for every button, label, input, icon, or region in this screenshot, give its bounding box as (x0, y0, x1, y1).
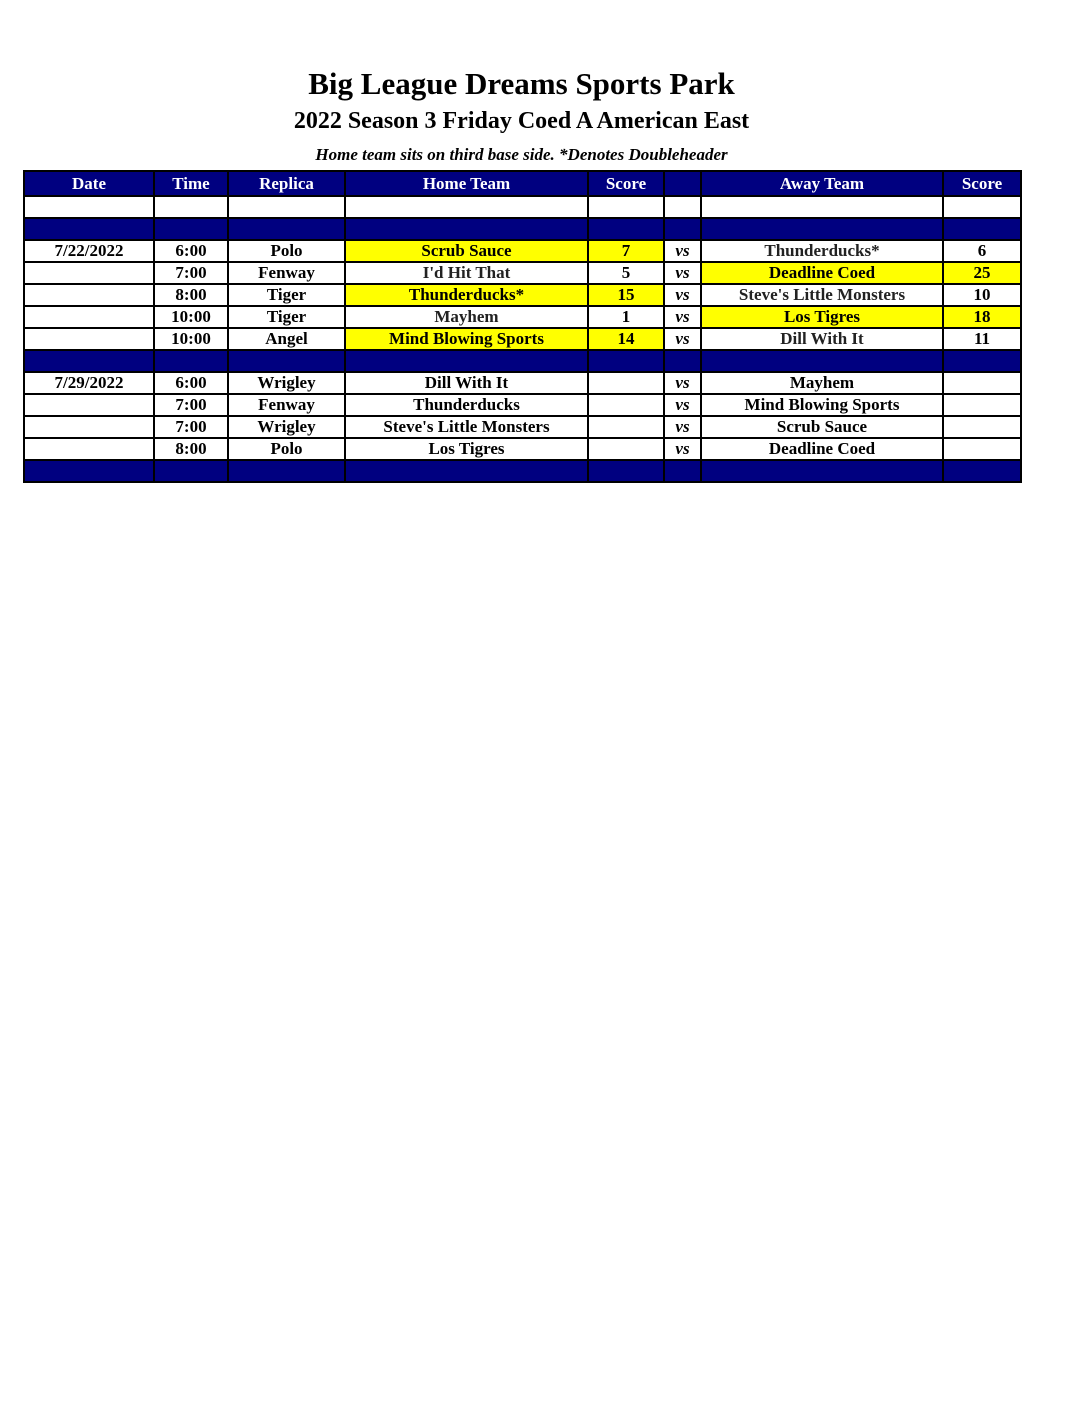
date-cell: 7/22/2022 (24, 240, 154, 262)
band-cell (345, 460, 588, 482)
away-team-cell: Deadline Coed (701, 438, 943, 460)
game-row (24, 262, 1021, 284)
band-cell (943, 218, 1021, 240)
home-team-cell: Mind Blowing Sports (345, 328, 588, 350)
schedule-body (24, 196, 1021, 482)
home-score-cell (588, 416, 664, 438)
away-score-cell: 25 (943, 262, 1021, 284)
header-row (24, 171, 1021, 196)
away-team-cell: Mind Blowing Sports (701, 394, 943, 416)
col-header-away-score: Score (943, 171, 1021, 196)
game-row (24, 394, 1021, 416)
blank-cell (345, 196, 588, 218)
band-cell (943, 460, 1021, 482)
away-team-cell: Mayhem (701, 372, 943, 394)
date-cell (24, 306, 154, 328)
separator-band (24, 460, 1021, 482)
band-cell (664, 350, 701, 372)
col-header-time: Time (154, 171, 228, 196)
replica-field-cell: Wrigley (228, 416, 345, 438)
band-cell (154, 350, 228, 372)
replica-field-cell: Fenway (228, 394, 345, 416)
home-score-cell: 14 (588, 328, 664, 350)
away-team-cell: Thunderducks* (701, 240, 943, 262)
band-cell (24, 460, 154, 482)
game-row (24, 416, 1021, 438)
date-cell (24, 262, 154, 284)
separator-band (24, 350, 1021, 372)
away-score-cell (943, 416, 1021, 438)
home-team-cell: Scrub Sauce (345, 240, 588, 262)
date-cell (24, 416, 154, 438)
vs-cell: vs (664, 284, 701, 306)
vs-cell: vs (664, 306, 701, 328)
blank-cell (588, 196, 664, 218)
game-row (24, 372, 1021, 394)
home-score-cell (588, 394, 664, 416)
replica-field-cell: Polo (228, 438, 345, 460)
game-row (24, 438, 1021, 460)
game-row (24, 284, 1021, 306)
time-cell: 7:00 (154, 262, 228, 284)
away-score-cell: 6 (943, 240, 1021, 262)
home-score-cell: 15 (588, 284, 664, 306)
band-cell (154, 460, 228, 482)
band-cell (664, 460, 701, 482)
away-score-cell: 10 (943, 284, 1021, 306)
band-cell (701, 460, 943, 482)
date-cell (24, 284, 154, 306)
band-cell (588, 350, 664, 372)
home-team-cell: Los Tigres (345, 438, 588, 460)
away-team-cell: Deadline Coed (701, 262, 943, 284)
replica-field-cell: Fenway (228, 262, 345, 284)
date-cell: 7/29/2022 (24, 372, 154, 394)
time-cell: 6:00 (154, 372, 228, 394)
col-header-home-score: Score (588, 171, 664, 196)
home-team-cell: Thunderducks (345, 394, 588, 416)
home-team-cell: Mayhem (345, 306, 588, 328)
replica-field-cell: Tiger (228, 306, 345, 328)
page-subtitle: 2022 Season 3 Friday Coed A American East (293, 108, 750, 134)
home-score-cell (588, 438, 664, 460)
replica-field-cell: Wrigley (228, 372, 345, 394)
game-row (24, 328, 1021, 350)
time-cell: 7:00 (154, 394, 228, 416)
time-cell: 8:00 (154, 284, 228, 306)
away-score-cell (943, 372, 1021, 394)
blank-cell (664, 196, 701, 218)
band-cell (345, 218, 588, 240)
band-cell (24, 218, 154, 240)
game-row (24, 240, 1021, 262)
vs-cell: vs (664, 328, 701, 350)
replica-field-cell: Tiger (228, 284, 345, 306)
home-team-cell: Thunderducks* (345, 284, 588, 306)
home-score-cell (588, 372, 664, 394)
time-cell: 6:00 (154, 240, 228, 262)
replica-field-cell: Angel (228, 328, 345, 350)
col-header-away-team: Away Team (701, 171, 943, 196)
band-cell (943, 350, 1021, 372)
band-cell (345, 350, 588, 372)
away-score-cell: 18 (943, 306, 1021, 328)
time-cell: 10:00 (154, 328, 228, 350)
band-cell (228, 350, 345, 372)
time-cell: 10:00 (154, 306, 228, 328)
away-team-cell: Steve's Little Monsters (701, 284, 943, 306)
time-cell: 8:00 (154, 438, 228, 460)
replica-field-cell: Polo (228, 240, 345, 262)
home-score-cell: 7 (588, 240, 664, 262)
away-team-cell: Scrub Sauce (701, 416, 943, 438)
col-header-home-team: Home Team (345, 171, 588, 196)
band-cell (228, 460, 345, 482)
blank-cell (154, 196, 228, 218)
col-header-replica: Replica (228, 171, 345, 196)
home-team-cell: Dill With It (345, 372, 588, 394)
band-cell (154, 218, 228, 240)
home-team-cell: I'd Hit That (345, 262, 588, 284)
vs-cell: vs (664, 262, 701, 284)
band-cell (701, 218, 943, 240)
vs-cell: vs (664, 394, 701, 416)
blank-row (24, 196, 1021, 218)
home-score-cell: 1 (588, 306, 664, 328)
col-header-vs (664, 171, 701, 196)
vs-cell: vs (664, 372, 701, 394)
date-cell (24, 394, 154, 416)
separator-band (24, 218, 1021, 240)
date-cell (24, 438, 154, 460)
away-team-cell: Dill With It (701, 328, 943, 350)
away-score-cell (943, 394, 1021, 416)
schedule-table (23, 170, 1022, 483)
vs-cell: vs (664, 438, 701, 460)
blank-cell (228, 196, 345, 218)
blank-cell (24, 196, 154, 218)
vs-cell: vs (664, 416, 701, 438)
band-cell (588, 218, 664, 240)
away-score-cell: 11 (943, 328, 1021, 350)
blank-cell (943, 196, 1021, 218)
col-header-date: Date (24, 171, 154, 196)
home-score-cell: 5 (588, 262, 664, 284)
away-score-cell (943, 438, 1021, 460)
time-cell: 7:00 (154, 416, 228, 438)
away-team-cell: Los Tigres (701, 306, 943, 328)
home-team-cell: Steve's Little Monsters (345, 416, 588, 438)
blank-cell (701, 196, 943, 218)
game-row (24, 306, 1021, 328)
band-cell (588, 460, 664, 482)
page-title: Big League Dreams Sports Park (308, 66, 735, 101)
date-cell (24, 328, 154, 350)
band-cell (228, 218, 345, 240)
band-cell (664, 218, 701, 240)
band-cell (24, 350, 154, 372)
schedule-note: Home team sits on third base side. *Denotes Doubleheader (315, 145, 728, 164)
vs-cell: vs (664, 240, 701, 262)
band-cell (701, 350, 943, 372)
